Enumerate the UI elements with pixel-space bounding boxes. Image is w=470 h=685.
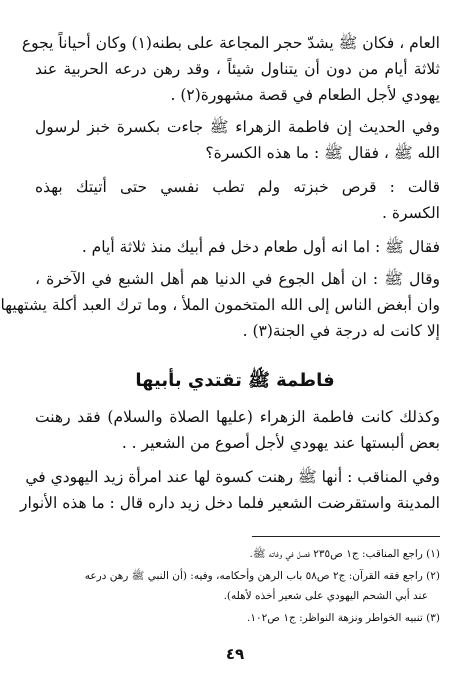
text-line: وكذلك كانت فاطمة الزهراء (عليها الصلاة والسلام) فقد رهنت	[35, 408, 440, 426]
footnote: عند أبي الشحم اليهودي على شعير أخذه لأهله).	[223, 590, 428, 602]
text-line: وقال ﷺ : ان أهل الجوع في الدنيا هم أهل الشبع في الآخرة ،	[35, 270, 440, 288]
text-line: قالت : قرص خبزته ولم تطب نفسي حتى أتيتك بهذه	[35, 178, 440, 196]
text-line: وفي الحديث إن فاطمة الزهراء ﷺ جاءت بكسرة خبز لرسول	[35, 118, 440, 136]
text-line: بعض ألبستها عند يهودي لأجل أصوع من الشعير . .	[121, 434, 440, 452]
text-line: فقال ﷺ : اما انه أول طعام دخل فم أبيك منذ ثلاثة أيام .	[81, 238, 440, 256]
footnote: (٢) راجع فقه القرآن: ج٢ ص٥٨ باب الرهن وأحكامه، وفيه: (أن النبي ﷺ رهن درعه	[84, 570, 440, 582]
text-line: إلا كانت له درجة في الجنة(٣) .	[242, 322, 440, 340]
page-number: ٤٩	[225, 645, 245, 663]
text-line: العام ، فكان ﷺ يشدّ حجر المجاعة على بطنه(١) وكان أحياناً يجوع	[21, 34, 440, 52]
text-line: ثلاثة أيام من دون أن يتناول شيئاً ، وقد رهن درعه الحربية عند	[35, 60, 440, 78]
footnote-divider	[252, 536, 440, 537]
footnote: (١) راجع المناقب: ج١ ص٢٣٥ فصل في وفاته ﷺ.	[249, 548, 440, 560]
section-heading: فاطمة ﷺ تقتدي بأبيها	[135, 370, 335, 391]
text-line: وان أبغض الناس إلى الله المتخمون الملأ ، وما ترك العبد أكلة يشتهيها	[0, 296, 440, 314]
text-line: وفي المناقب : أنها ﷺ رهنت كسوة لها عند امرأة زيد اليهودي في	[25, 468, 440, 486]
text-line: المدينة واستقرضت الشعير فلما دخل زيد داره قال : ما هذه الأنوار	[20, 494, 440, 512]
text-line: الله ﷺ ، فقال ﷺ : ما هذه الكسرة؟	[205, 144, 440, 162]
text-line: الكسرة .	[382, 204, 440, 222]
text-line: يهودي لأجل الطعام في قصة مشهورة(٢) .	[170, 86, 440, 104]
footnote: (٣) تنبيه الخواطر ونزهة النواظر: ج١ ص١٠٢.	[247, 612, 440, 624]
